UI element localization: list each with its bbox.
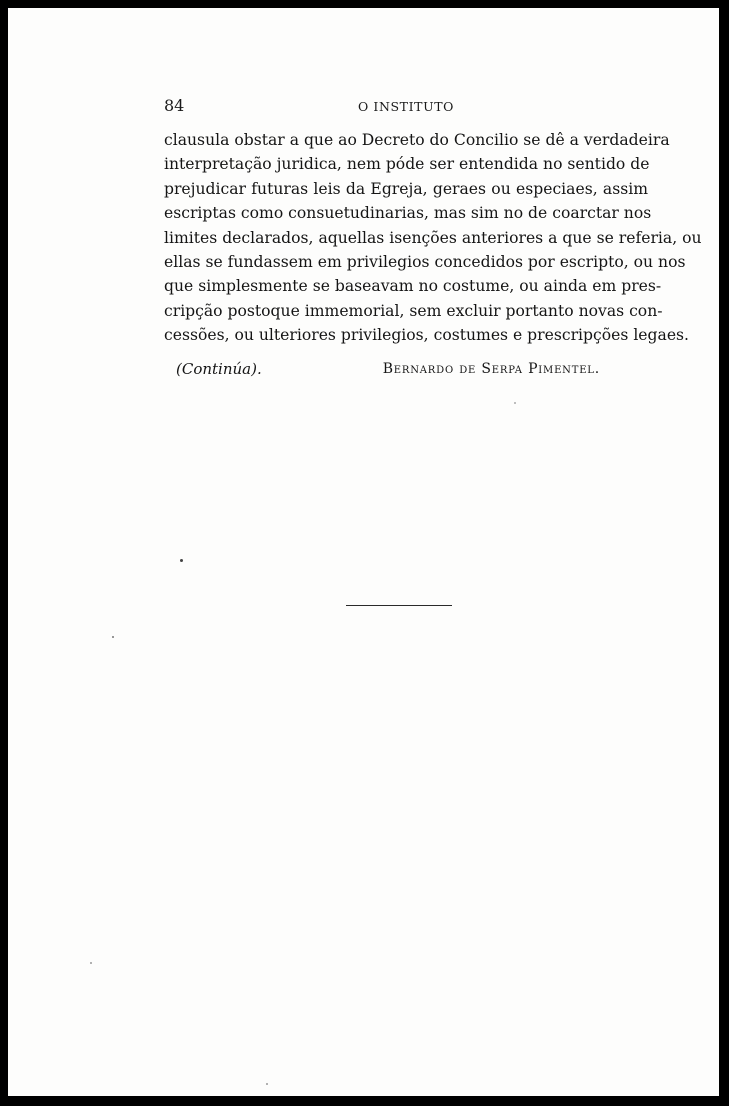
print-speck — [112, 636, 114, 638]
text-line: clausula obstar a que ao Decreto do Concilio se dê a verdadeira — [164, 131, 670, 149]
text-line: ellas se fundassem em privilegios concedidos por escripto, ou nos — [164, 252, 686, 271]
author-signature: Bernardo de Serpa Pimentel. — [382, 361, 600, 377]
document-page — [8, 8, 719, 1096]
text-line: cessões, ou ulteriores privilegios, costumes e prescripções legaes. — [164, 326, 690, 345]
text-line: que simplesmente se baseavam no costume, ou ainda em pres- — [164, 277, 662, 296]
text-line: interpretação juridica, nem póde ser entendida no sentido de — [164, 155, 650, 174]
text-line: escriptas como consuetudinarias, mas sim no de coarctar nos — [164, 204, 652, 223]
running-title: O INSTITUTO — [358, 99, 454, 114]
signature-row — [164, 360, 648, 384]
text-line: limites declarados, aquellas isenções anteriores a que se referia, ou — [164, 228, 702, 247]
print-speck — [514, 402, 516, 404]
text-line: prejudicar futuras leis da Egreja, geraes ou especiaes, assim — [164, 179, 648, 198]
continua-note: (Continúa). — [176, 360, 262, 378]
section-separator-rule — [346, 605, 452, 606]
print-speck — [180, 559, 183, 562]
print-speck — [266, 1083, 268, 1085]
body-paragraph — [164, 128, 702, 348]
text-line: cripção postoque immemorial, sem excluir portanto novas con- — [164, 301, 663, 320]
page-header — [164, 96, 648, 120]
page-number: 84 — [164, 96, 185, 115]
print-speck — [90, 962, 92, 964]
